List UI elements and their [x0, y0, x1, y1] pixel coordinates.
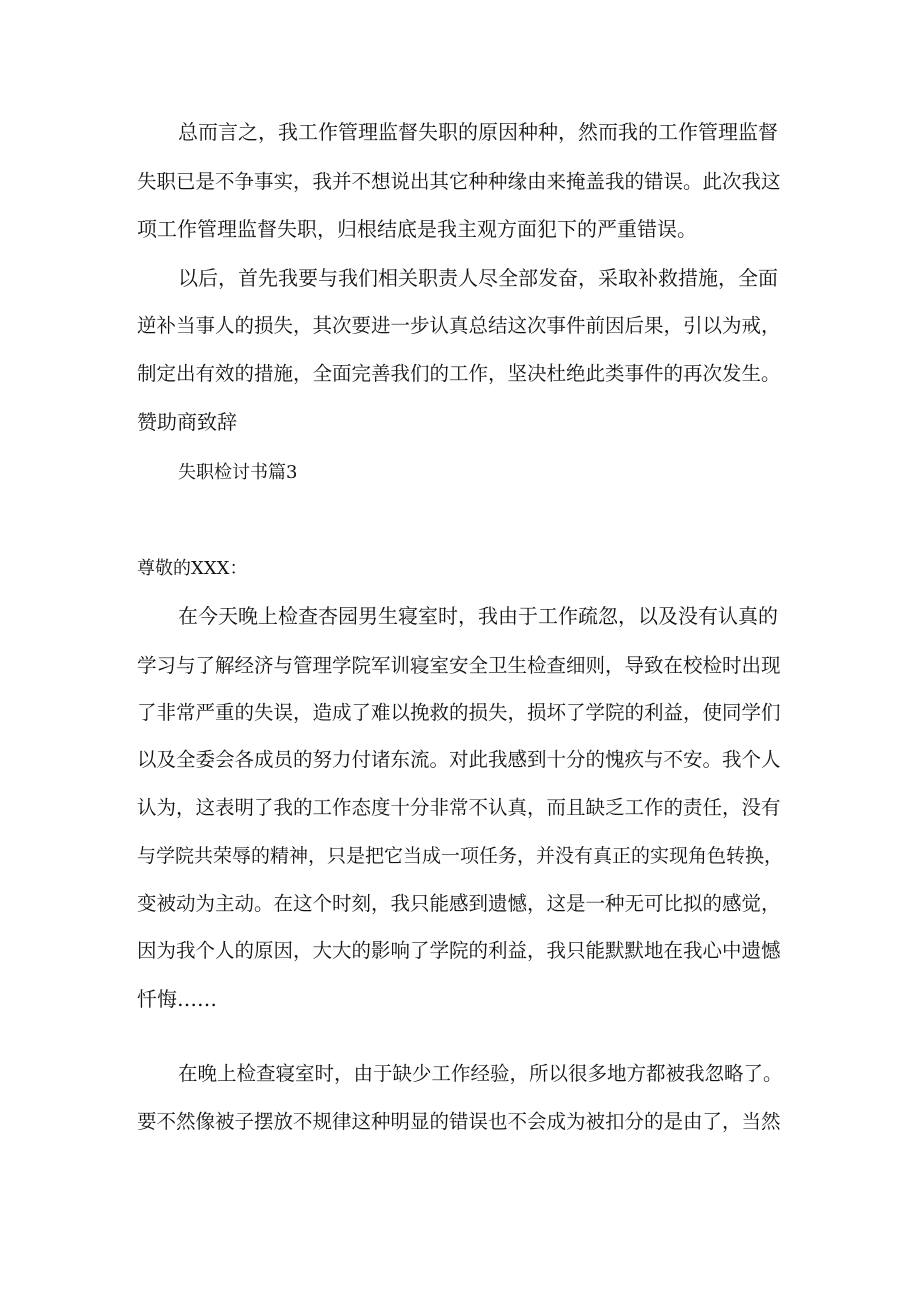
paragraph-line: 制定出有效的措施，全面完善我们的工作，坚决杜绝此类事件的再次发生。: [137, 362, 781, 385]
paragraph-line: 逆补当事人的损失，其次要进一步认真总结这次事件前因后果，引以为戒，: [137, 314, 781, 337]
paragraph-line: 失职已是不争事实，我并不想说出其它种种缘由来掩盖我的错误。此次我这: [137, 170, 781, 193]
paragraph-line: 学习与了解经济与管理学院军训寝室安全卫生检查细则，导致在校检时出现: [137, 654, 781, 677]
paragraph-line: 要不然像被子摆放不规律这种明显的错误也不会成为被扣分的是由了，当然: [137, 1110, 781, 1133]
paragraph-line: 因为我个人的原因，大大的影响了学院的利益，我只能默默地在我心中遗憾: [137, 939, 781, 962]
paragraph-line: 与学院共荣辱的精神，只是把它当成一项任务，并没有真正的实现角色转换，: [137, 845, 784, 867]
paragraph-line: 认为，这表明了我的工作态度十分非常不认真，而且缺乏工作的责任，没有: [137, 796, 781, 819]
section-title: 失职检讨书篇3: [178, 462, 298, 483]
paragraph-line: 忏悔……: [137, 987, 217, 1011]
paragraph-line: 在晚上检查寝室时，由于缺少工作经验，所以很多地方都被我忽略了。: [178, 1062, 783, 1085]
salutation: 尊敬的XXX：: [137, 558, 248, 579]
closing-line: 赞助商致辞: [137, 410, 237, 434]
paragraph-line: 变被动为主动。在这个时刻，我只能感到遗憾，这是一种无可比拟的感觉，: [137, 892, 781, 915]
paragraph-line: 在今天晚上检查杏园男生寝室时，我由于工作疏忽，以及没有认真的: [178, 604, 778, 628]
paragraph-line: 以后，首先我要与我们相关职责人尽全部发奋，采取补救措施，全面: [178, 266, 778, 290]
paragraph-line: 以及全委会各成员的努力付诸东流。对此我感到十分的愧疚与不安。我个人: [137, 748, 781, 771]
paragraph-line: 总而言之，我工作管理监督失职的原因种种，然而我的工作管理监督: [178, 120, 778, 144]
paragraph-line: 项工作管理监督失职，归根结底是我主观方面犯下的严重错误。: [137, 217, 697, 241]
paragraph-line: 了非常严重的失误，造成了难以挽救的损失，损坏了学院的利益，使同学们: [137, 701, 781, 724]
